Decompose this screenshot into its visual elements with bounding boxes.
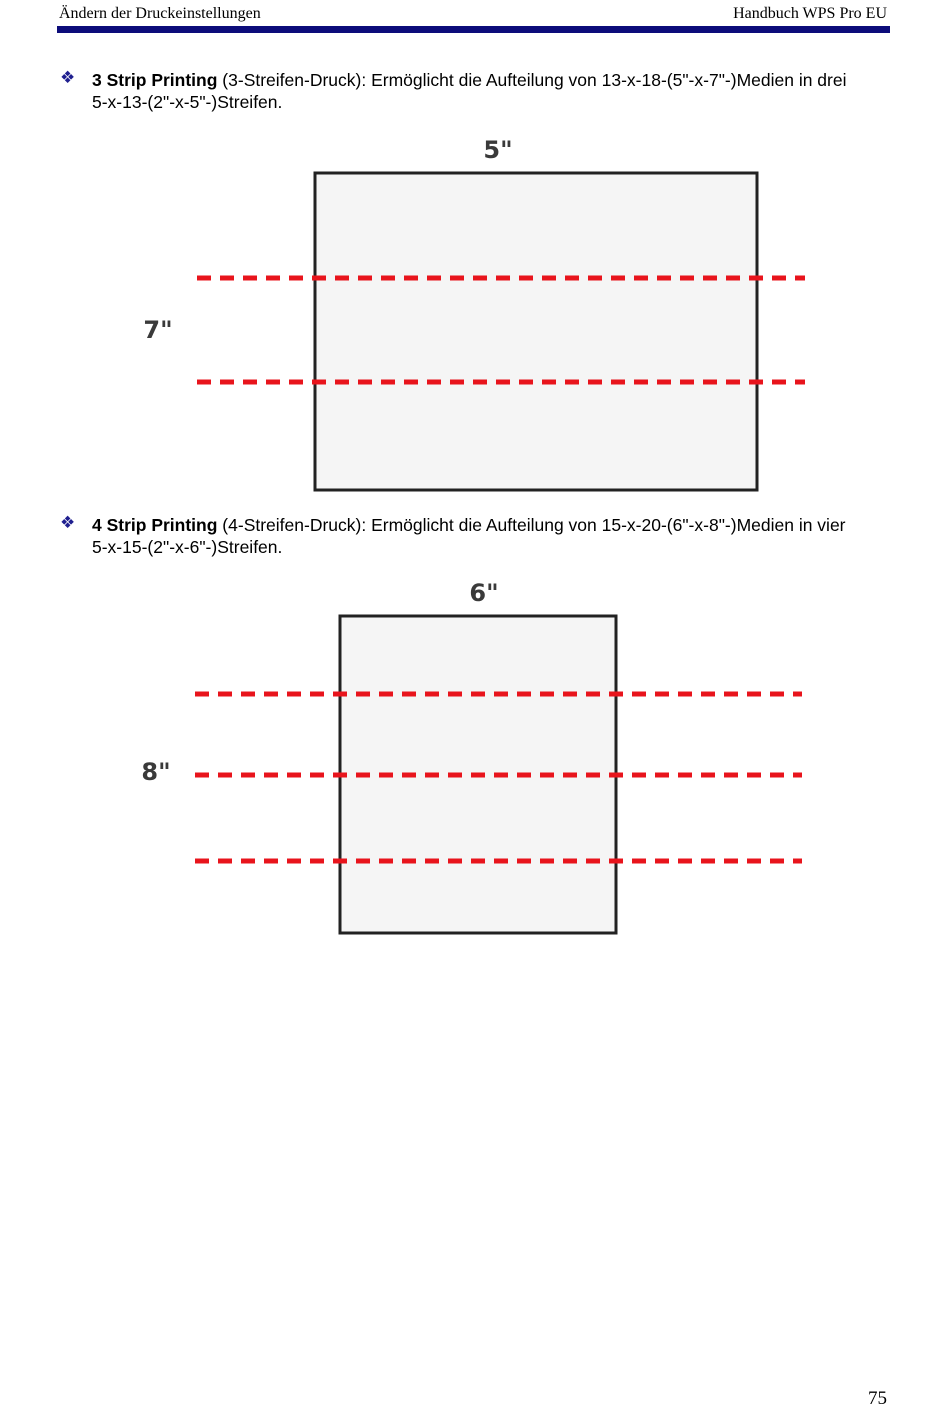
strip-printing-3-title: 3 Strip Printing <box>92 70 218 90</box>
diamond-bullet-icon: ❖ <box>60 68 76 88</box>
height-label-7in: 7" <box>143 316 173 344</box>
strip-printing-4-description <box>92 514 892 558</box>
strip-printing-4-text-line2: 5-x-15-(2"-x-6"-)Streifen. <box>92 537 283 557</box>
strip-printing-3-description <box>92 69 892 113</box>
header-section-title: Ändern der Druckeinstellungen <box>59 5 261 22</box>
diamond-bullet-icon: ❖ <box>60 513 76 533</box>
strip-printing-4-text-line1: (4-Streifen-Druck): Ermöglicht die Aufteilung von 15-x-20-(6"-x-8"-)Medien in vier <box>217 515 846 535</box>
width-label-5in: 5" <box>483 136 513 164</box>
page-header <box>57 0 890 26</box>
page-number: 75 <box>868 1388 887 1409</box>
width-label-6in: 6" <box>469 579 499 607</box>
strip-printing-4-diagram <box>140 575 820 940</box>
header-rule <box>57 26 890 33</box>
height-label-8in: 8" <box>141 758 171 786</box>
header-manual-title: Handbuch WPS Pro EU <box>733 5 887 22</box>
strip-printing-3-diagram <box>140 130 820 500</box>
strip-printing-4-title: 4 Strip Printing <box>92 515 218 535</box>
strip-printing-3-text-line2: 5-x-13-(2"-x-5"-)Streifen. <box>92 92 283 112</box>
media-sheet <box>315 173 757 490</box>
strip-printing-3-text-line1: (3-Streifen-Druck): Ermöglicht die Aufteilung von 13-x-18-(5"-x-7"-)Medien in drei <box>217 70 847 90</box>
